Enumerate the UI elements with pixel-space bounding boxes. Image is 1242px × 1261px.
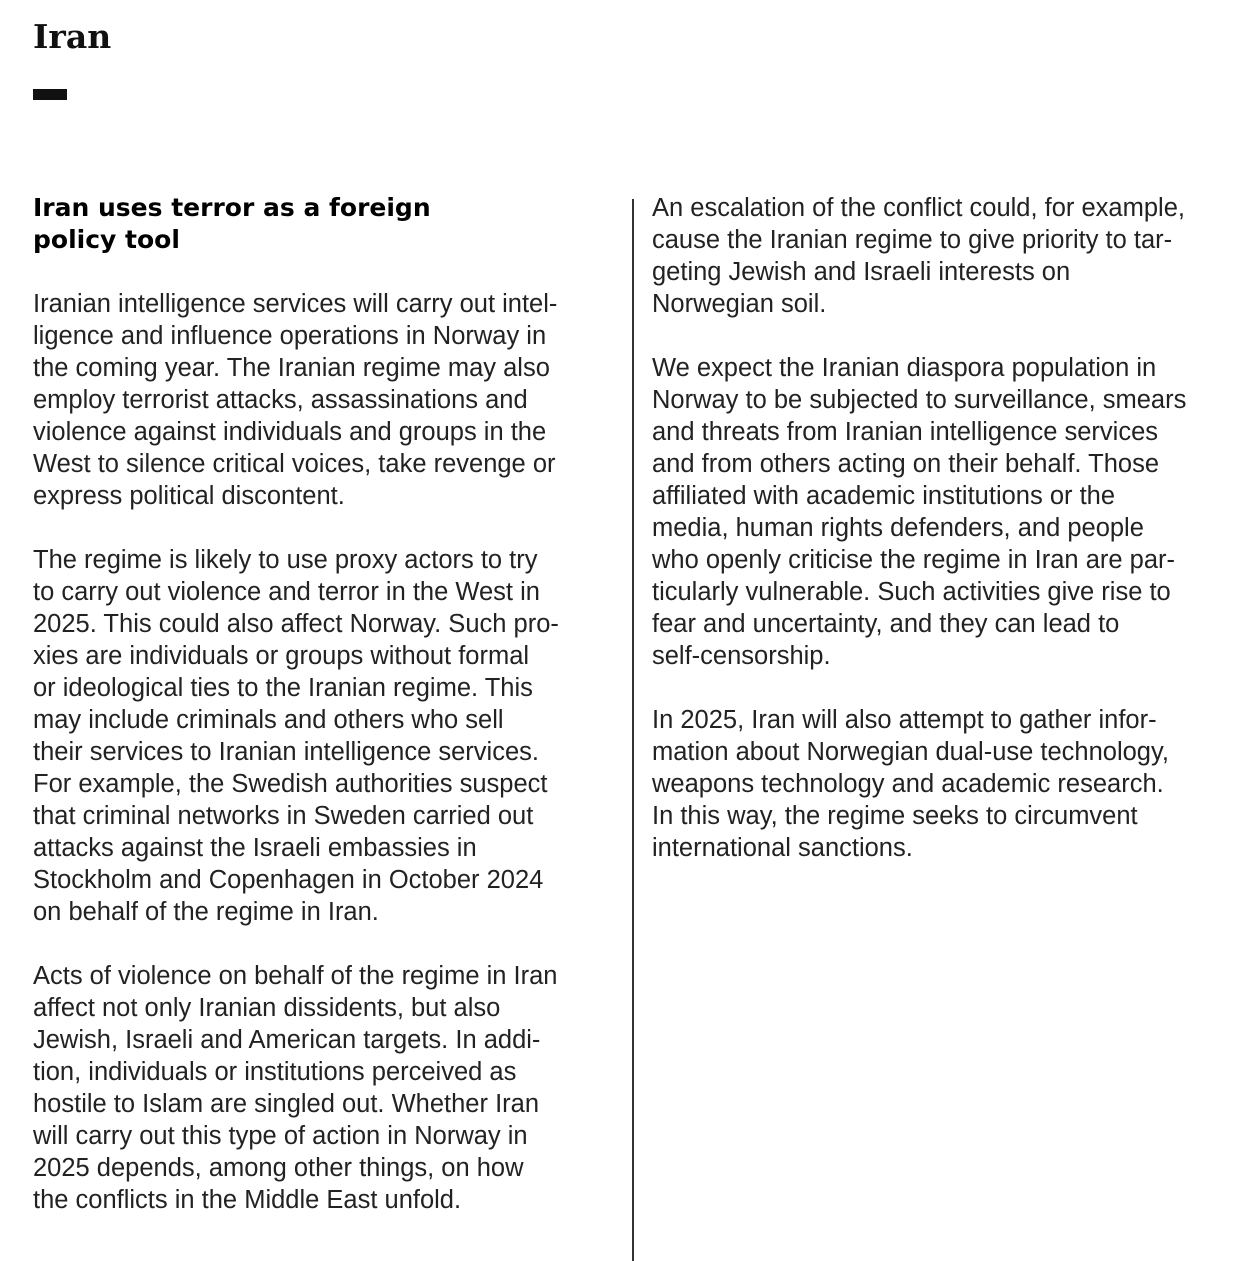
paragraph-left-2: The regime is likely to use proxy actors to try to carry out violence and terror in the West in 2025. This could also affect Norway. Such pro- xies are individuals or groups without formal or ideological ties to the Iranian regime. This may include criminals and others who sell their services to Iranian intelligence services. For example, the Swedish authorities suspect that criminal networks in Sweden carried out attacks against the Israeli embassies in Stockholm and Copenhagen in October 2024 on behalf of the regime in Iran. [33, 546, 559, 926]
left-column [33, 192, 618, 1248]
section-heading: Iran uses terror as a foreign policy tool [33, 193, 431, 254]
right-column [652, 192, 1237, 896]
paragraph-right-3: In 2025, Iran will also attempt to gather infor- mation about Norwegian dual-use technology, weapons technology and academic research. In this way, the regime seeks to circumvent international sanctions. [652, 706, 1169, 862]
paragraph-right-1: An escalation of the conflict could, for example, cause the Iranian regime to give priority to tar- geting Jewish and Israeli interests on Norwegian soil. [652, 194, 1185, 318]
title-accent-bar [33, 89, 67, 100]
paragraph-right-2: We expect the Iranian diaspora population in Norway to be subjected to surveillance, smears and threats from Iranian intelligence services and from others acting on their behalf. Those affiliated with academic institutions or the media, human rights defenders, and people who openly criticise the regime in Iran are par- ticularly vulnerable. Such activities give rise to fear and uncertainty, and they can lead to self-censorship. [652, 354, 1187, 670]
paragraph-left-3: Acts of violence on behalf of the regime in Iran affect not only Iranian dissidents, but also Jewish, Israeli and American targets. In addi- tion, individuals or institutions perceived as hostile to Islam are singled out. Whether Iran will carry out this type of action in Norway in 2025 depends, among other things, on how the conflicts in the Middle East unfold. [33, 962, 558, 1214]
page-title: Iran [33, 17, 112, 56]
paragraph-left-1: Iranian intelligence services will carry out intel- ligence and influence operations in Norway in the coming year. The Iranian regime may also employ terrorist attacks, assassinations and violence against individuals and groups in the West to silence critical voices, take revenge or express political discontent. [33, 290, 558, 510]
column-divider [632, 199, 634, 1261]
